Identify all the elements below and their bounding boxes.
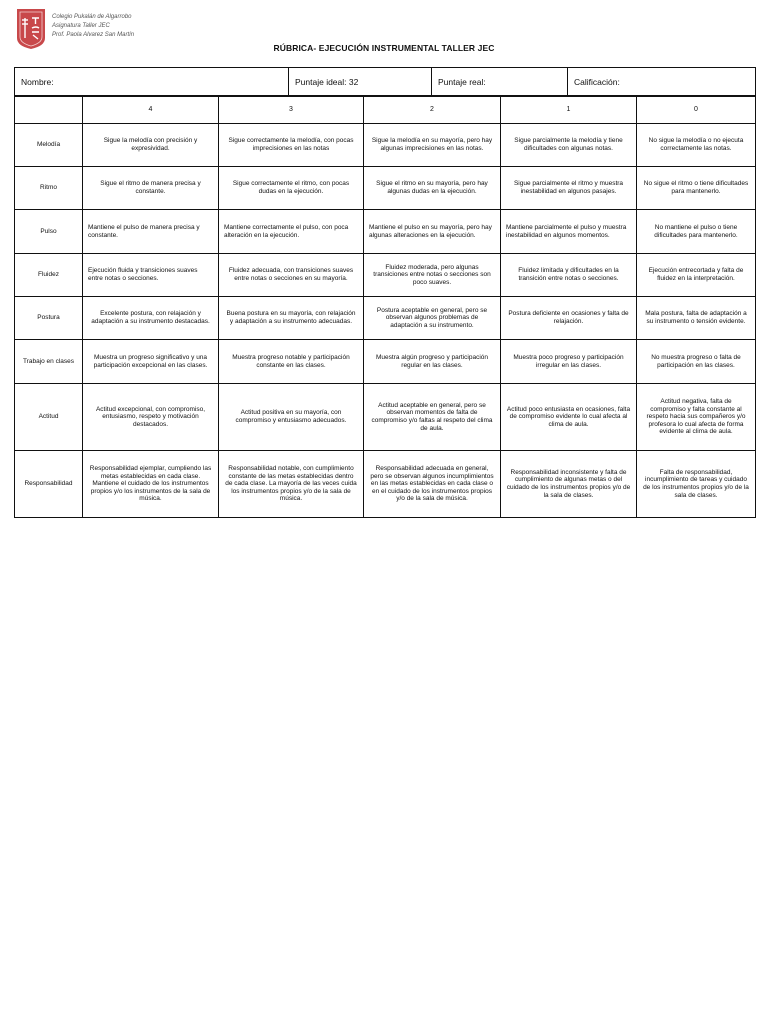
teacher-name: Prof. Paola Alvarez San Martín <box>52 32 135 38</box>
rubric-cell: Responsabilidad ejemplar, cumpliendo las metas establecidas en cada clase. Mantiene el cuidado de los instrumentos propios y/o los instrumentos de la sala de música. <box>83 451 219 518</box>
nombre-field[interactable]: Nombre: <box>15 68 289 96</box>
rubric-cell: Muestra progreso notable y participación constante en las clases. <box>219 340 364 384</box>
rubric-cell: Mantiene correctamente el pulso, con poca alteración en la ejecución. <box>219 210 364 254</box>
student-info-table <box>14 67 756 96</box>
rubric-cell: Sigue correctamente la melodía, con pocas imprecisiones en las notas <box>219 124 364 167</box>
rubric-cell: Fluidez limitada y dificultades en la transición entre notas o secciones. <box>501 254 637 297</box>
rubric-row-fluidez <box>15 254 756 297</box>
rubric-row-ritmo <box>15 167 756 210</box>
criterion-cell: Responsabilidad <box>15 451 83 518</box>
criterion-cell: Pulso <box>15 210 83 254</box>
rubric-cell: Sigue correctamente el ritmo, con pocas dudas en la ejecución. <box>219 167 364 210</box>
rubric-cell: Sigue parcialmente la melodía y tiene dificultades con algunas notas. <box>501 124 637 167</box>
rubric-cell: No sigue el ritmo o tiene dificultades para mantenerlo. <box>637 167 756 210</box>
document-title: RÚBRICA- EJECUCIÓN INSTRUMENTAL TALLER JEC <box>273 43 495 53</box>
rubric-cell: Ejecución entrecortada y falta de fluidez en la interpretación. <box>637 254 756 297</box>
rubric-cell: Muestra poco progreso y participación irregular en las clases. <box>501 340 637 384</box>
rubric-cell: Sigue la melodía con precisión y expresividad. <box>83 124 219 167</box>
puntaje-real-field[interactable]: Puntaje real: <box>432 68 568 96</box>
rubric-header-row <box>15 97 756 124</box>
rubric-cell: Fluidez moderada, pero algunas transiciones entre notas o secciones son poco suaves. <box>364 254 501 297</box>
calificacion-field[interactable]: Calificación: <box>568 68 756 96</box>
rubric-cell: Postura aceptable en general, pero se observan algunos problemas de adaptación a su instrumento. <box>364 297 501 340</box>
rubric-cell: No mantiene el pulso o tiene dificultades para mantenerlo. <box>637 210 756 254</box>
criterion-cell: Ritmo <box>15 167 83 210</box>
level-header: 2 <box>364 97 501 124</box>
rubric-corner-cell <box>15 97 83 124</box>
rubric-cell: Falta de responsabilidad, incumplimiento de tareas y cuidado de los instrumentos propios y/o de la sala de clases. <box>637 451 756 518</box>
level-header: 1 <box>501 97 637 124</box>
rubric-cell: Responsabilidad inconsistente y falta de cumplimiento de algunas metas o del cuidado de los instrumentos propios y/o de la sala de clases. <box>501 451 637 518</box>
rubric-cell: Actitud aceptable en general, pero se observan momentos de falta de compromiso y/o faltas al respeto del clima de aula. <box>364 384 501 451</box>
criterion-cell: Postura <box>15 297 83 340</box>
rubric-cell: Buena postura en su mayoría, con relajación y adaptación a su instrumento adecuadas. <box>219 297 364 340</box>
rubric-cell: Muestra algún progreso y participación regular en las clases. <box>364 340 501 384</box>
rubric-row-melodia <box>15 124 756 167</box>
criterion-cell: Fluidez <box>15 254 83 297</box>
rubric-cell: No muestra progreso o falta de participación en las clases. <box>637 340 756 384</box>
level-header: 3 <box>219 97 364 124</box>
rubric-cell: Muestra un progreso significativo y una participación excepcional en las clases. <box>83 340 219 384</box>
level-header: 0 <box>637 97 756 124</box>
rubric-cell: Fluidez adecuada, con transiciones suaves entre notas o secciones en su mayoría. <box>219 254 364 297</box>
criterion-cell: Trabajo en clases <box>15 340 83 384</box>
rubric-cell: Mantiene el pulso de manera precisa y constante. <box>83 210 219 254</box>
rubric-table <box>14 96 756 518</box>
rubric-cell: Responsabilidad adecuada en general, pero se observan algunos incumplimientos en las metas establecidas en cada clase o en el cuidado de los instrumentos propios y/o de la sala de música. <box>364 451 501 518</box>
rubric-row-responsabilidad <box>15 451 756 518</box>
rubric-cell: Postura deficiente en ocasiones y falta de relajación. <box>501 297 637 340</box>
rubric-cell: Actitud poco entusiasta en ocasiones, falta de compromiso evidente lo cual afecta al clima de aula. <box>501 384 637 451</box>
rubric-cell: Excelente postura, con relajación y adaptación a su instrumento destacadas. <box>83 297 219 340</box>
rubric-cell: Responsabilidad notable, con cumplimiento constante de las metas establecidas dentro de cada clase. La mayoría de las veces cuida los instrumentos propios y/o de la sala de música. <box>219 451 364 518</box>
rubric-cell: Actitud positiva en su mayoría, con compromiso y entusiasmo adecuados. <box>219 384 364 451</box>
subject-name: Asignatura Taller JEC <box>52 23 110 29</box>
rubric-cell: Sigue la melodía en su mayoría, pero hay algunas imprecisiones en las notas. <box>364 124 501 167</box>
rubric-cell: Sigue parcialmente el ritmo y muestra inestabilidad en algunos pasajes. <box>501 167 637 210</box>
criterion-cell: Actitud <box>15 384 83 451</box>
rubric-row-pulso <box>15 210 756 254</box>
rubric-row-trabajo <box>15 340 756 384</box>
rubric-row-actitud <box>15 384 756 451</box>
rubric-cell: Ejecución fluida y transiciones suaves entre notas o secciones. <box>83 254 219 297</box>
rubric-cell: No sigue la melodía o no ejecuta correctamente las notas. <box>637 124 756 167</box>
rubric-row-postura <box>15 297 756 340</box>
school-info <box>52 13 134 40</box>
rubric-cell: Mantiene parcialmente el pulso y muestra inestabilidad en algunos momentos. <box>501 210 637 254</box>
puntaje-ideal-field: Puntaje ideal: 32 <box>289 68 432 96</box>
rubric-cell: Actitud excepcional, con compromiso, entusiasmo, respeto y motivación destacados. <box>83 384 219 451</box>
rubric-cell: Mala postura, falta de adaptación a su instrumento o tensión evidente. <box>637 297 756 340</box>
rubric-cell: Mantiene el pulso en su mayoría, pero hay algunas alteraciones en la ejecución. <box>364 210 501 254</box>
rubric-cell: Sigue el ritmo en su mayoría, pero hay algunas dudas en la ejecución. <box>364 167 501 210</box>
level-header: 4 <box>83 97 219 124</box>
rubric-cell: Actitud negativa, falta de compromiso y falta constante al respeto hacia sus compañeros y/o profesora lo cual afecta de forma evidente al clima de aula. <box>637 384 756 451</box>
school-name: Colegio Pukalán de Algarrobo <box>52 14 132 20</box>
rubric-cell: Sigue el ritmo de manera precisa y constante. <box>83 167 219 210</box>
criterion-cell: Melodía <box>15 124 83 167</box>
